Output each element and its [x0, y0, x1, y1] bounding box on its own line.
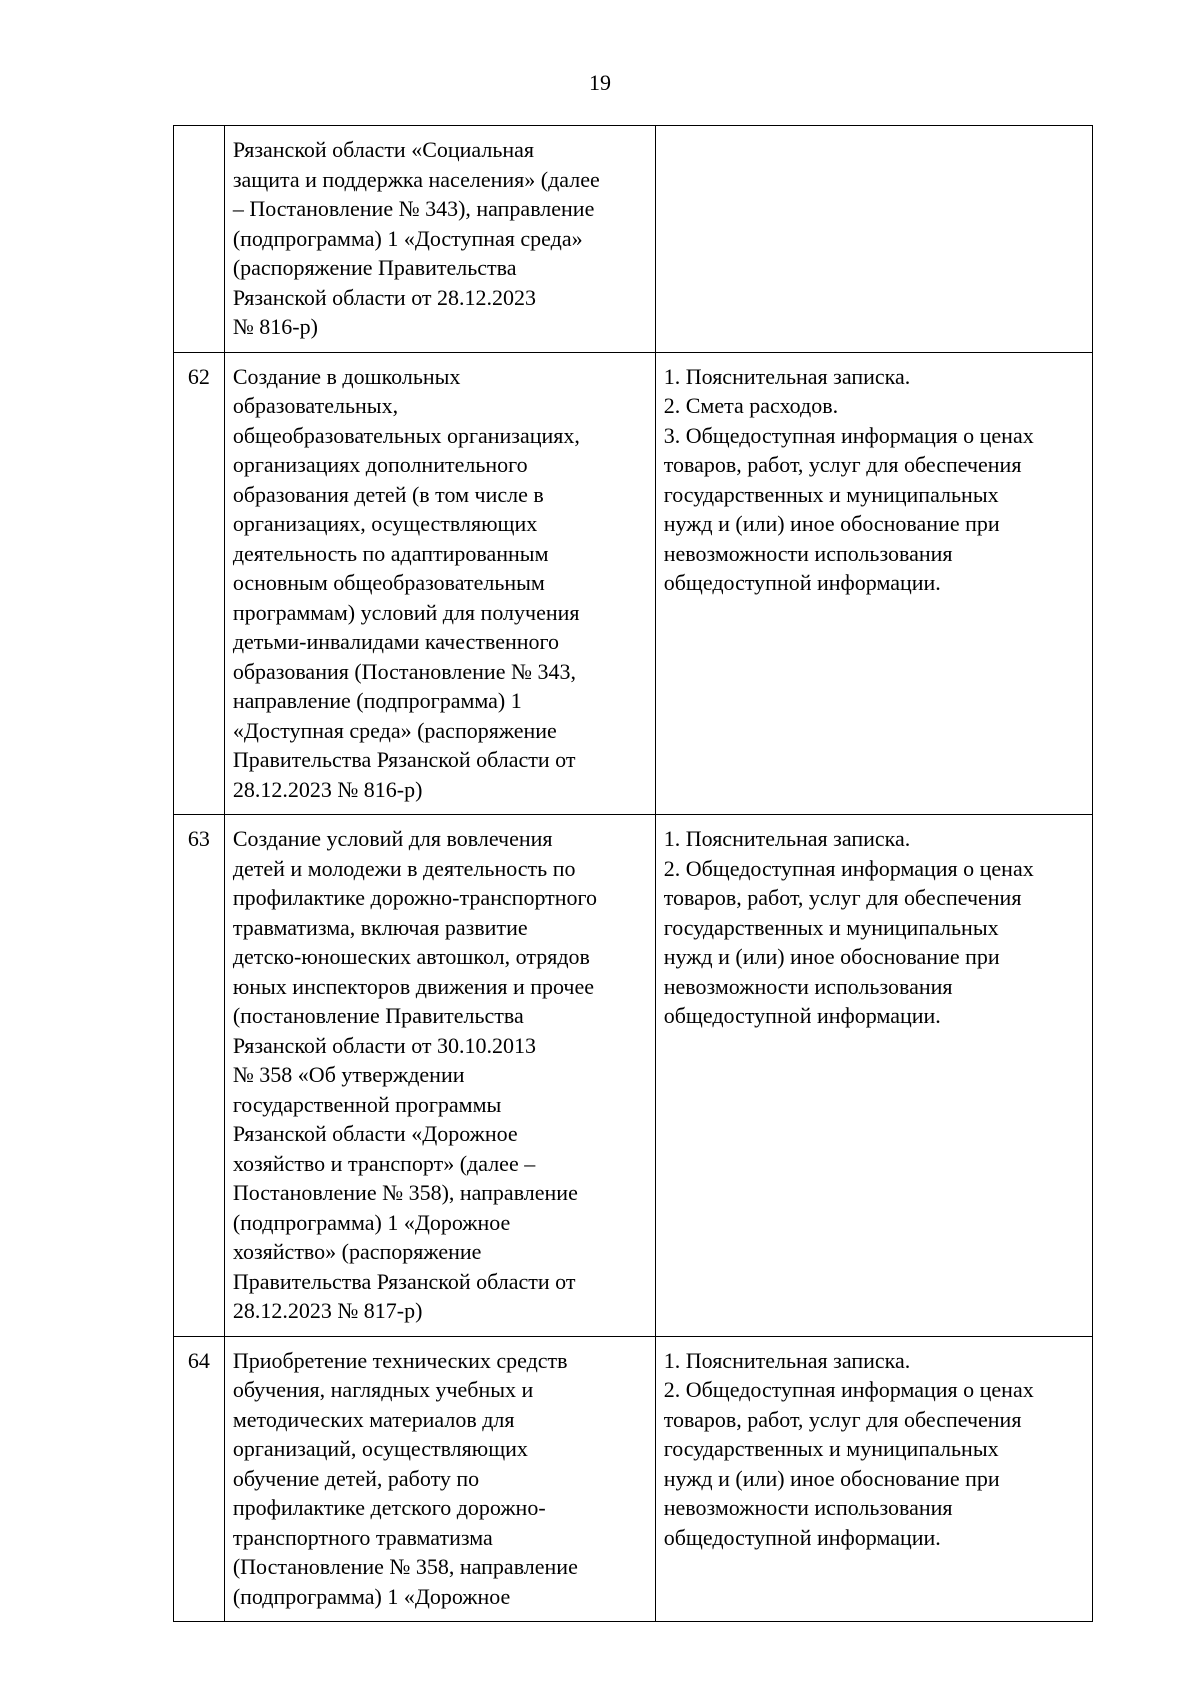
cell-text-line: товаров, работ, услуг для обеспечения	[663, 885, 1022, 910]
description-cell	[224, 126, 655, 353]
cell-text-line: (Постановление № 358, направление	[232, 1554, 578, 1579]
cell-text-line: 1. Пояснительная записка.	[663, 363, 911, 389]
cell-text-line: (распоряжение Правительства	[232, 255, 517, 280]
cell-text-line: невозможности использования	[663, 540, 953, 566]
cell-text-line: Постановление № 358), направление	[232, 1180, 578, 1205]
page-number: 19	[589, 70, 611, 95]
cell-text-line: 28.12.2023 № 817-р)	[232, 1298, 423, 1323]
cell-text-line: Правительства Рязанской области от	[232, 1268, 576, 1294]
row-number-cell: 62	[174, 352, 225, 815]
cell-text-line: профилактике дорожно-транспортного	[232, 885, 598, 910]
cell-text-line: № 816-р)	[232, 314, 318, 339]
table-row	[174, 352, 1093, 815]
cell-text-line: детьми-инвалидами качественного	[232, 629, 559, 654]
description-cell	[224, 815, 655, 1337]
table-row	[174, 815, 1093, 1337]
cell-text-line: Создание условий для вовлечения	[232, 826, 553, 851]
documents-cell	[655, 815, 1092, 1337]
cell-text-line: невозможности использования	[663, 1495, 953, 1520]
cell-text-line: 28.12.2023 № 816-р)	[232, 776, 423, 802]
cell-text-line: Приобретение технических средств	[232, 1347, 568, 1373]
row-number-cell: 64	[174, 1336, 225, 1622]
cell-text-line: деятельность по адаптированным	[232, 540, 549, 566]
cell-text-line: (подпрограмма) 1 «Дорожное	[232, 1209, 511, 1235]
cell-text-line: детей и молодежи в деятельность по	[232, 855, 576, 881]
cell-text-line: Рязанской области от 30.10.2013	[232, 1032, 537, 1058]
cell-text-line: организациях дополнительного	[232, 452, 528, 477]
cell-text-line: общедоступной информации.	[663, 1003, 941, 1028]
cell-text-line: № 358 «Об утверждении	[232, 1062, 465, 1087]
cell-text-line: обучения, наглядных учебных и	[232, 1377, 534, 1402]
row-number-cell: 63	[174, 815, 225, 1337]
cell-text-line: государственных и муниципальных	[663, 481, 999, 507]
cell-text-line: Рязанской области «Дорожное	[232, 1121, 518, 1146]
row-number-cell	[174, 126, 225, 353]
documents-cell	[655, 126, 1092, 353]
cell-text-line: 1. Пояснительная записка.	[663, 1347, 911, 1373]
cell-text-line: программам) условий для получения	[232, 599, 580, 625]
cell-text-line: транспортного травматизма	[232, 1524, 493, 1550]
cell-text-line: образовательных,	[232, 393, 399, 418]
cell-text-line: 2. Общедоступная информация о ценах	[663, 855, 1034, 881]
cell-text-line: общедоступной информации.	[663, 1524, 941, 1550]
cell-text-line: государственных и муниципальных	[663, 914, 999, 940]
cell-text-line: хозяйство и транспорт» (далее –	[232, 1150, 536, 1176]
cell-text-line: невозможности использования	[663, 973, 953, 999]
cell-text-line: государственной программы	[232, 1091, 502, 1117]
table-row	[174, 1336, 1093, 1622]
description-cell	[224, 1336, 655, 1622]
cell-text-line: общеобразовательных организациях,	[232, 422, 580, 448]
cell-text-line: хозяйство» (распоряжение	[232, 1239, 482, 1264]
cell-text-line: «Доступная среда» (распоряжение	[232, 717, 557, 743]
cell-text-line: (постановление Правительства	[232, 1003, 524, 1028]
cell-text-line: травматизма, включая развитие	[232, 914, 528, 940]
cell-text-line: образования детей (в том числе в	[232, 481, 544, 507]
cell-text-line: направление (подпрограмма) 1	[232, 688, 522, 713]
cell-text-line: защита и поддержка населения» (далее	[232, 166, 600, 192]
cell-text-line: образования (Постановление № 343,	[232, 658, 576, 684]
cell-text-line: нужд и (или) иное обоснование при	[663, 511, 1000, 536]
cell-text-line: Рязанской области «Социальная	[232, 137, 535, 162]
cell-text-line: 2. Общедоступная информация о ценах	[663, 1377, 1034, 1402]
cell-text-line: основным общеобразовательным	[232, 570, 545, 595]
cell-text-line: организаций, осуществляющих	[232, 1436, 528, 1461]
cell-text-line: – Постановление № 343), направление	[232, 196, 595, 221]
cell-text-line: организациях, осуществляющих	[232, 511, 538, 536]
description-cell	[224, 352, 655, 815]
cell-text-line: 1. Пояснительная записка.	[663, 826, 911, 851]
cell-text-line: государственных и муниципальных	[663, 1436, 999, 1461]
cell-text-line: общедоступной информации.	[663, 570, 941, 595]
cell-text-line: (подпрограмма) 1 «Доступная среда»	[232, 225, 583, 251]
cell-text-line: Создание в дошкольных	[232, 363, 461, 389]
table-row	[174, 126, 1093, 353]
cell-text-line: юных инспекторов движения и прочее	[232, 973, 595, 999]
cell-text-line: профилактике детского дорожно-	[232, 1495, 546, 1520]
cell-text-line: товаров, работ, услуг для обеспечения	[663, 1406, 1022, 1432]
cell-text-line: Рязанской области от 28.12.2023	[232, 284, 537, 310]
cell-text-line: Правительства Рязанской области от	[232, 747, 576, 772]
cell-text-line: 2. Смета расходов.	[663, 393, 839, 418]
table-body	[174, 126, 1093, 1622]
documents-cell	[655, 352, 1092, 815]
cell-text-line: 3. Общедоступная информация о ценах	[663, 422, 1034, 448]
cell-text-line: нужд и (или) иное обоснование при	[663, 944, 1000, 969]
cell-text-line: методических материалов для	[232, 1406, 515, 1432]
cell-text-line: нужд и (или) иное обоснование при	[663, 1465, 1000, 1491]
requirements-table	[173, 125, 1093, 1622]
cell-text-line: детско-юношеских автошкол, отрядов	[232, 944, 590, 969]
cell-text-line: обучение детей, работу по	[232, 1465, 480, 1491]
cell-text-line: товаров, работ, услуг для обеспечения	[663, 452, 1022, 477]
cell-text-line: (подпрограмма) 1 «Дорожное	[232, 1583, 511, 1609]
documents-cell	[655, 1336, 1092, 1622]
